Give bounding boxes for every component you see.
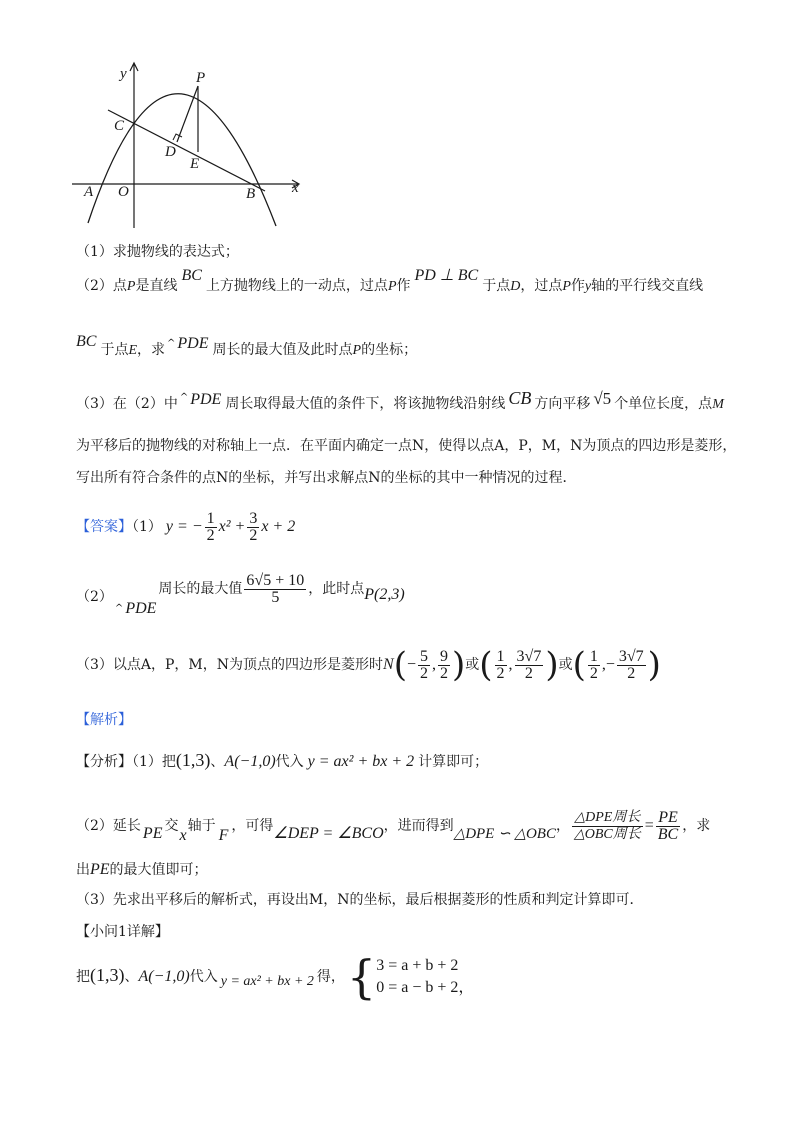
answer-tag: 【答案】 xyxy=(76,519,132,535)
fenxi-tag: 【分析】 xyxy=(76,754,132,770)
detail-c: 代入 xyxy=(189,969,218,985)
question-3-line-3: 写出所有符合条件的点N的坐标，并写出求解点N的坐标的其中一种情况的过程． xyxy=(76,470,577,486)
answer-2-frac xyxy=(244,573,306,606)
q3-pde: PDE xyxy=(190,391,222,408)
q2-t4: 于点 xyxy=(482,278,511,294)
q2-p: P xyxy=(126,279,136,294)
answer-2 xyxy=(76,571,405,617)
label-d: D xyxy=(165,144,176,160)
fenxi-s2-x: x xyxy=(179,827,187,844)
q3-triangle-symbol: ^ xyxy=(179,392,189,403)
answer-2-prefix: （2） xyxy=(76,589,113,605)
label-c: C xyxy=(114,118,125,134)
answer-2-frac-den: 5 xyxy=(271,588,280,606)
q3-m: M xyxy=(712,397,724,412)
answer-1-frac-1-num: 1 xyxy=(206,509,215,527)
fenxi-s2-pe: PE xyxy=(142,825,163,842)
q2-pde: PDE xyxy=(177,335,209,352)
answer-3-p1-y-num: 9 xyxy=(440,647,448,665)
fenxi-line-2b xyxy=(76,860,208,880)
fenxi-line-1 xyxy=(76,750,488,772)
answer-3-p2-x-den: 2 xyxy=(496,664,505,682)
q2-bc: BC xyxy=(181,267,202,284)
detail-system xyxy=(376,955,474,999)
fenxi-s2-l2-b: 的最大值即可； xyxy=(109,862,208,878)
answer-1-frac-2-den: 2 xyxy=(249,526,258,544)
fenxi-s1-pt1: (1,3) xyxy=(175,750,211,770)
label-a: A xyxy=(84,184,94,200)
fenxi-s2-angle: ∠DEP = ∠BCO xyxy=(273,825,384,842)
answer-3-p3-y xyxy=(617,649,646,682)
fenxi-s2-c: 轴于 xyxy=(187,818,216,834)
fenxi-s2-frac-1 xyxy=(572,810,643,843)
fenxi-s2-g: ，求 xyxy=(682,818,711,834)
q2-line2-bc: BC xyxy=(76,333,97,350)
detail-pt2: A(−1,0) xyxy=(138,968,190,985)
answer-3-p2-x-num: 1 xyxy=(496,647,505,665)
q2-t1: 是直线 xyxy=(135,278,178,294)
answer-1-prefix: （1） xyxy=(132,519,162,535)
fenxi-s2-d: ，可得 xyxy=(231,818,274,834)
question-1: （1）求抛物线的表达式； xyxy=(76,244,239,260)
detail-pt1: (1,3) xyxy=(90,965,125,985)
answer-1-lhs: y = − xyxy=(165,518,203,535)
q2-t2: 上方抛物线上的一动点，过点 xyxy=(205,278,388,294)
detail-line: 把(1,3)、A(−1,0)代入 y = ax² + bx + 2 得，{ 3 = a + b + 2 0 = a − b + 2， xyxy=(76,950,475,1004)
answer-3-p3-y-den: 2 xyxy=(627,664,636,682)
detail-eq: y = ax² + bx + 2 xyxy=(220,974,314,989)
q2-line2-t4: 的坐标； xyxy=(361,342,418,358)
fenxi-s2-f: F xyxy=(218,827,229,844)
q2-p4: P xyxy=(352,343,362,358)
answer-2-t2: ，此时点 xyxy=(308,581,365,597)
q2-line2-t2: ，求 xyxy=(137,342,166,358)
q3-l1-b: 周长取得最大值的条件下，将该抛物线沿射线 xyxy=(225,396,506,412)
fenxi-s2-a: （2）延长 xyxy=(76,818,141,834)
q2-e: E xyxy=(128,343,138,358)
fenxi-s2-e: ，进而得到 xyxy=(383,818,454,834)
fenxi-s2-eqsign: = xyxy=(644,817,654,834)
detail-b: 、 xyxy=(124,969,139,985)
q2-perp: PD ⊥ BC xyxy=(414,267,479,284)
detail-tag: 【小问1详解】 xyxy=(76,924,169,940)
question-2-line-2 xyxy=(76,333,418,362)
fenxi-s2-b: 交 xyxy=(164,818,179,834)
answer-3-p1-y-den: 2 xyxy=(440,664,448,682)
q3-cb: CB xyxy=(508,388,532,408)
answer-3-p3-x-num: 1 xyxy=(589,647,598,665)
label-e: E xyxy=(190,156,200,172)
answer-3-p2-x xyxy=(495,649,507,682)
fenxi-s2-f-comma: ， xyxy=(555,818,570,834)
answer-1-frac-2 xyxy=(247,511,259,544)
answer-1-mid: x² + xyxy=(218,518,246,535)
fenxi-s1-pt2: A(−1,0) xyxy=(224,753,276,770)
q2-t3: 作 xyxy=(396,278,411,294)
fenxi-line-3: （3）先求出平移后的解析式，再设出M，N的坐标，最后根据菱形的性质和判定计算即可． xyxy=(76,892,644,908)
answer-1-frac-2-num: 3 xyxy=(249,509,258,527)
answer-3-or-2: 或 xyxy=(558,657,573,673)
answer-3: （3）以点A，P，M，N为顶点的四边形是菱形时N(− $\frac{5}{2}$ , $\frac{9}{2}$ )或( $\frac{1}{2}$ , $\frac{3√7}{2}$ )或( $\frac{1}{2}$ ,− $\frac{3√7}{2}$ ) xyxy=(76,645,661,685)
analysis-tag: 【解析】 xyxy=(76,712,132,728)
figure-svg xyxy=(70,58,310,238)
answer-3-p1-y xyxy=(438,649,450,682)
q2-line2-t1: 于点 xyxy=(100,342,129,358)
answer-2-frac-num: 6√5 + 10 xyxy=(246,571,305,589)
answer-3-p3-x-den: 2 xyxy=(589,664,598,682)
q3-l1-a: （3）在（2）中 xyxy=(76,396,178,412)
fenxi-s1-c: 代入 xyxy=(275,754,304,770)
answer-3-n: N xyxy=(383,656,394,673)
fenxi-s1-d: 计算即可； xyxy=(418,754,489,770)
fenxi-line-2 xyxy=(76,808,710,844)
q2-triangle-symbol: ^ xyxy=(167,338,176,349)
fenxi-s2-frac-2-num: PE xyxy=(656,810,680,827)
label-x: x xyxy=(292,180,299,196)
detail-d: 得， xyxy=(316,969,345,985)
fenxi-s2-l2-a: 出 xyxy=(76,862,90,878)
fenxi-s2-frac-1-den: △OBC周长 xyxy=(573,826,641,842)
question-3-line-2: 为平移后的抛物线的对称轴上一点．在平面内确定一点N，使得以点A，P，M，N为顶点的四边形是菱形， xyxy=(76,438,737,454)
fenxi-s2-frac-2 xyxy=(656,810,680,843)
q3-l1-d: 个单位长度，点 xyxy=(614,396,713,412)
q3-l1-c: 方向平移 xyxy=(534,396,591,412)
answer-3-prefix: （3）以点A，P，M，N为顶点的四边形是菱形时 xyxy=(76,657,384,673)
answer-2-pde: PDE xyxy=(125,600,157,617)
q2-d: D xyxy=(510,279,521,294)
detail-sys-1: 3 = a + b + 2 xyxy=(376,957,459,974)
q2-p2: P xyxy=(387,279,397,294)
fenxi-s2-frac-1-num: △DPE周长 xyxy=(572,810,643,827)
label-p: P xyxy=(196,70,206,86)
answer-3-p2-y-num: 3√7 xyxy=(516,647,542,665)
fenxi-s2-l2-pe: PE xyxy=(90,861,110,878)
q2-y: y xyxy=(584,279,592,294)
answer-3-p1-x-den: 2 xyxy=(420,664,428,682)
fenxi-s1-a: （1）把 xyxy=(132,754,176,770)
answer-3-p2-y-den: 2 xyxy=(524,664,533,682)
detail-a: 把 xyxy=(76,969,90,985)
fenxi-s2-frac-2-den: BC xyxy=(657,825,679,843)
label-y: y xyxy=(120,66,127,82)
q2-line2-t3: 周长的最大值及此时点 xyxy=(212,342,353,358)
q2-prefix: （2）点 xyxy=(76,278,127,294)
answer-3-p2-y xyxy=(515,649,544,682)
answer-2-triangle-symbol: ^ xyxy=(114,603,124,614)
q2-t7: 轴的平行线交直线 xyxy=(591,278,704,294)
label-o: O xyxy=(118,184,129,200)
label-b: B xyxy=(246,186,256,202)
answer-3-p3-x xyxy=(588,649,600,682)
answer-1-frac-1-den: 2 xyxy=(206,526,215,544)
answer-3-p1-x-num: 5 xyxy=(420,647,428,665)
q2-t6: 作 xyxy=(570,278,585,294)
question-3-line-1 xyxy=(76,388,724,416)
q2-t5: ，过点 xyxy=(520,278,563,294)
q3-sqrt5: √5 xyxy=(593,389,612,408)
answer-3-p3-y-num: 3√7 xyxy=(618,647,644,665)
answer-3-or-1: 或 xyxy=(465,657,480,673)
answer-2-point: P(2,3) xyxy=(364,586,405,603)
answer-1-end: x + 2 xyxy=(261,518,296,535)
fenxi-s2-similar: △DPE ∽ △OBC xyxy=(453,826,556,842)
fenxi-s1-eq: y = ax² + bx + 2 xyxy=(307,753,415,770)
detail-sys-2: 0 = a − b + 2， xyxy=(376,979,475,996)
q2-p3: P xyxy=(562,279,571,294)
answer-1 xyxy=(76,510,295,544)
fenxi-s1-b: 、 xyxy=(210,754,225,770)
answer-1-frac-1 xyxy=(205,511,217,544)
parabola-figure xyxy=(70,58,310,238)
answer-3-p1-x xyxy=(418,649,430,682)
answer-2-t1: 周长的最大值 xyxy=(158,581,243,597)
question-2-line-1 xyxy=(76,267,704,297)
